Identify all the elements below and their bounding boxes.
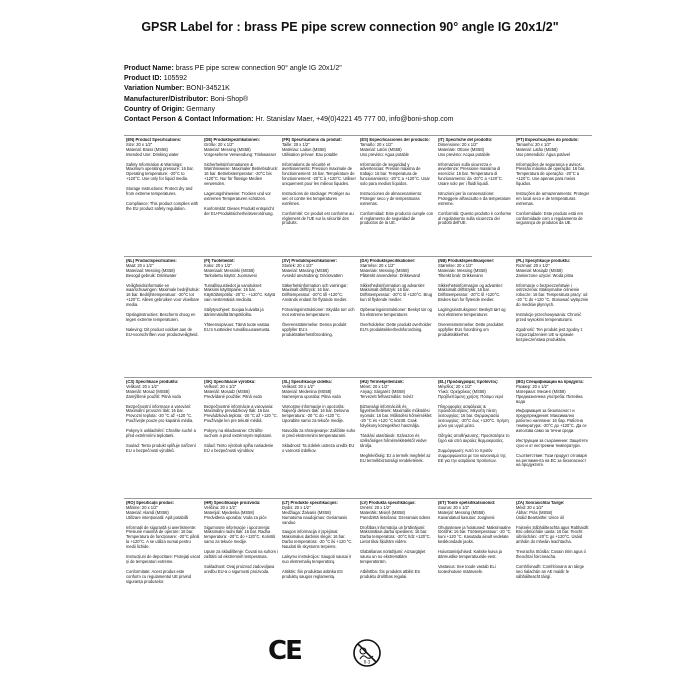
contact-row bbox=[124, 115, 453, 125]
spec-body: Størrelse: 20 x 1/2" Materiale: Messing (MS58) Påtænkt anvendelse: Drikkevand Sikkerhedsinformation og advarsler: Maksimalt driftstryk: 16 bar. Driftstemperatur: -20°C til +120°C. Brug kun til flydende medier. Opbevaringsinstruktioner: Beskyt tør og fra ekstreme temperaturer. Overholdelse: Dette produkt overholder EU's produktsikkerhedsforordning. bbox=[360, 262, 433, 332]
spec-heading: (LV) Produkta specifikācijas: bbox=[360, 501, 416, 505]
spec-heading: (LT) Produkto specifikacijos: bbox=[282, 501, 338, 505]
manufacturer-row bbox=[124, 95, 453, 105]
spec-band bbox=[124, 259, 592, 377]
spec-heading: (CS) Specifikace produktu: bbox=[126, 380, 179, 384]
contact-label: Contact Person & Contact Information: bbox=[124, 116, 254, 124]
product-id-row bbox=[124, 74, 453, 84]
manufacturer-value: Boni-Shop® bbox=[210, 95, 249, 103]
spec-column bbox=[436, 259, 514, 377]
product-name-value: brass PE pipe screw connection 90° angle IG 20x1/2" bbox=[175, 65, 342, 72]
spec-body: Suurus: 20 x 1/2" Materjal: Messing (MS58) Kavandatud kasutus: Joogivesi Ohutusteave ja hoiatused: Maksimaalne töörõhk: 16 bar. Töötemperatuur: -20 °C kuni +120 °C. Kasutada ainult vedelate keskkondade jaoks. Hoiustamisjuhised: Kaitske kuiva ja äärmuslike temperatuuride eest. Vastavus: See toode vastab ELi tooteohutuse määrusele. bbox=[438, 504, 511, 574]
spec-column bbox=[436, 380, 514, 498]
spec-body: Größe: 20 x 1/2" Material: Messing (MS58) Vorgesehene Verwendung: Trinkwasser Sicherheitsinformationen & Warnhinweise: Maximaler Betriebsdruck: 16 bar. Betriebstemperatur: -20°C bis +120°C. Nur für flüssige Medien verwenden. Lagerungshinweise: Trocken und vor extremen Temperaturen schützen. Konformität: Dieses Produkt entspricht der EU-Produktsicherheitsverordnung. bbox=[204, 141, 279, 216]
band-separator bbox=[124, 135, 592, 136]
label-title: GPSR Label for : brass PE pipe screw connection 90° angle IG 20x1/2" bbox=[141, 20, 559, 34]
spec-band bbox=[124, 380, 592, 498]
country-value: Germany bbox=[186, 105, 216, 113]
spec-heading: (SL) Specifikacije izdelka: bbox=[282, 380, 333, 384]
product-id-label: Product ID: bbox=[124, 75, 162, 83]
spec-body: Tamaño: 20 x 1/2" Material: Latón (MS58) Uso previsto: Agua potable Información de seguridad y advertencias: Presión máxima de trabajo: 16 bar. Temperatura de funcionamiento: -20°C a +120°C. Usar solo para medios líquidos. Instrucciones de almacenamiento: Proteger seco y de temperaturas extremas. Conformidad: Este producto cumple con el reglamento de seguridad de productos de la UE. bbox=[360, 141, 434, 226]
spec-body: Mărime: 20 x 1/2" Material: Alamă (MS58) Utilizare intenționată: Apă potabilă Informații de siguranță și avertismente: Presiune maximă de operare: 16 bar. Temperatura de funcționare: -20°C până la +120°C. A se utiliza numai pentru medii lichide. Instrucțiuni de depozitare: Protejați uscat și de temperaturi extreme. Conformitate: Acest produs este conform cu regulamentul UE privind siguranța produselor. bbox=[126, 504, 200, 584]
spec-column bbox=[124, 501, 202, 619]
spec-column bbox=[202, 380, 280, 498]
spec-heading: (EN) Product Specifications: bbox=[126, 138, 182, 142]
spec-column bbox=[280, 138, 358, 256]
spec-heading: (IT) Specifiche del prodotto: bbox=[438, 138, 493, 142]
spec-column bbox=[514, 380, 592, 498]
spec-heading: (HU) Termékjellemzők: bbox=[360, 380, 404, 384]
contact-value: Hr. Stanislav Maer, +49(0)4221 45 777 00, info@boni-shop.com bbox=[255, 116, 454, 124]
spec-body: Μέγεθος: 20 x 1/2" Υλικό: Ορείχαλκος (MS58) Προβλεπόμενη χρήση: Πόσιμο νερό Πληροφορίες ασφάλειας & προειδοποιήσεις: Μέγιστη πίεση λειτουργίας: 16 bar. Θερμοκρασία λειτουργίας: -20°C έως +120°C. Χρήση μόνο για υγρά μέσα. Οδηγίες αποθήκευσης: Προστατέψτε το ξηρό και από ακραίες θερμοκρασίες. Συμμόρφωση: Αυτό το προϊόν συμμορφώνεται με τον κανονισμό της ΕΕ για την ασφάλεια προϊόντων. bbox=[438, 383, 510, 463]
spec-column bbox=[514, 501, 592, 619]
product-name-row bbox=[124, 64, 453, 74]
spec-body: Dydis: 20 x 1/2" Medžiaga: Žalvaris (MS58) Numatoma naudojimas: Geriamasis vanduo Saugos informacija ir įspėjimai: Maksimalus darbinis slėgis: 16 bar. Darbo temperatūra: -20 °C iki +120 °C. Naudoti tik skystoms terpėms. Laikymo instrukcijos: Saugoti sausai ir nuo ekstremalių temperatūrų. Atitiktis: Šis produktas atitinka ES produktų saugos reglamentą. bbox=[282, 504, 353, 579]
spec-body: Velikost: 20 x 1/2" Materiál: Mosaz (MS58) Zamýšlené použití: Pitná voda Bezpečnostní informace a varování: Maximální provozní tlak: 16 bar. Provozní teplota: -20 °C až +120 °C. Používejte pouze pro kapalná média. Pokyny k uskladnění: Chraňte suché a před extrémními teplotami. Soulad: Tento produkt splňuje nařízení EU o bezpečnosti výrobků. bbox=[126, 383, 196, 453]
band-separator bbox=[124, 498, 592, 499]
spec-column bbox=[202, 259, 280, 377]
spec-heading: (BG) Спецификации на продукта: bbox=[516, 380, 584, 384]
spec-column bbox=[436, 501, 514, 619]
spec-heading: (DE) Produktspezifikationen: bbox=[204, 138, 260, 142]
spec-body: Veličina: 20 x 1/2" Materijal: Mjedenka (MS58) Predviđena uporaba: Voda za piće Sigurnosne informacije i upozorenja: Maksimalni radni tlak: 16 bar. Radna temperatura: -20°C do +120°C. Koristiti samo za tekuće medije. Upute za skladištenje: Čuvati na suhom i zaštititi od ekstremnih temperatura. Sukladnost: Ovaj proizvod zadovoljava uredbu EU-a o sigurnosti proizvoda. bbox=[204, 504, 278, 574]
spec-column bbox=[280, 380, 358, 498]
spec-heading: (SV) Produktspecifikationer: bbox=[282, 259, 338, 263]
band-separator bbox=[124, 256, 592, 257]
spec-heading: (ES) Especificaciones del producto: bbox=[360, 138, 430, 142]
spec-band bbox=[124, 138, 592, 256]
product-id-value: 105592 bbox=[163, 75, 188, 83]
spec-body: Dimensione: 20 x 1/2" Materiale: Ottone (MS58) Uso previsto: Acqua potabile Informazioni sulla sicurezza e avvertenze: Pressione massima di esercizio: 16 bar. Temperatura di funzionamento: da -20°C a +120°C. Usare solo per i fluidi liquidi. Istruzioni per la conservazione: Proteggere all'asciutto e da temperature estreme. Conformità: Questo prodotto è conforme al regolamento sulla sicurezza dei prodotti dell'UE. bbox=[438, 141, 512, 226]
spec-column bbox=[202, 138, 280, 256]
spec-heading: (DA) Produktspecifikationer: bbox=[360, 259, 416, 263]
spec-column bbox=[124, 259, 202, 377]
spec-column bbox=[358, 380, 436, 498]
ce-mark-icon: CE bbox=[268, 636, 301, 666]
spec-column bbox=[436, 138, 514, 256]
spec-heading: (FI) Tuotetiedot: bbox=[204, 259, 235, 263]
spec-body: Méret: 20 x 1/2" Anyag: Sárgaréz (MS58) Tervezett felhasználás: Ivóvíz Biztonsági információk és figyelmeztetések: Maximális működési nyomás: 16 bar. Működési hőmérséklet: -20 °C és +120 °C között. Csak folyékony közegekhez használja. Tárolási utasítások: Szárazon és szélsőséges hőmérsékletektől védve tárolja. Megfelelőség: Ez a termék megfelel az EU termékbiztonsági rendeletének. bbox=[360, 383, 433, 463]
spec-band bbox=[124, 501, 592, 619]
spec-heading: (HR) Specifikacije proizvoda: bbox=[204, 501, 261, 505]
spec-heading: (FR) Spécifications du produit: bbox=[282, 138, 342, 142]
spec-column bbox=[124, 380, 202, 498]
svg-text:0-3: 0-3 bbox=[363, 659, 371, 665]
not-for-children-icon bbox=[352, 638, 382, 668]
spec-column bbox=[514, 138, 592, 256]
spec-heading: (ZA) Sonrasichtai Tairge: bbox=[516, 501, 565, 505]
spec-heading: (NB) Produktspesifikasjoner: bbox=[438, 259, 495, 263]
spec-body: Størrelse: 20 x 1/2" Materiale: Messing (MS58) Tiltenkt bruk: Drikkevann Sikkerhetsinformasjon og advarsler: Maksimalt driftstrykk: 16 bar. Driftstemperatur: -20°C til +120°C. Brukes kun for flytende medier. Lagringsinstruksjoner: Beskytt tørt og mot ekstreme temperaturer. Overensstemmelse: Dette produktet oppfyller EUs forordning om produktsikkerhet. bbox=[438, 262, 506, 337]
spec-heading: (SK) Špecifikácie výrobku: bbox=[204, 380, 256, 384]
variation-value: BONI-34521K bbox=[186, 85, 230, 93]
spec-column bbox=[202, 501, 280, 619]
spec-body: Storlek: 20 x 1/2" Material: Mässing (MS58) Avsedd användning: Dricksvatten Säkerhetsinformation och varningar: Maximalt drifttryck: 16 bar. Drifttemperatur: -20°C till +120°C. Används endast för flytande medier. Förvaringsinstruktioner: Skydda torr och mot extrema temperaturer. Överensstämmelse: Denna produkt uppfyller EU:s produktsäkerhetsförordning. bbox=[282, 262, 355, 337]
spec-grid bbox=[124, 135, 592, 619]
spec-body: Size: 20 x 1/2" Material: Brass (MS58) Intended Use: Drinking water Safety Information & Warnings: Maximum operating pressure: 16 bar. Operating temperature: -20°C to +120°C. Use only for liquid media. Storage Instructions: Protect dry and from extreme temperatures. Compliance: This product complies with the EU product safety regulation. bbox=[126, 141, 199, 211]
spec-body: Taille: 20 x 1/2" Matériau: Laiton (MS58) Utilisation prévue: Eau potable Informations de sécurité et avertissements: Pression maximale de fonctionnement: 16 bar. Température de fonctionnement: -20°C à +120°C. Utiliser uniquement pour les milieux liquides. Instructions de stockage: Protéger au sec et contre les températures extrêmes. Conformité: Ce produit est conforme au règlement de l'UE sur la sécurité des produits. bbox=[282, 141, 356, 226]
manufacturer-label: Manufacturer/Distributor: bbox=[124, 95, 209, 103]
variation-label: Variation Number: bbox=[124, 85, 185, 93]
band-separator bbox=[124, 377, 592, 378]
spec-body: Maat: 20 x 1/2" Materiaal: Messing (MS58) Beoogd gebruik: Drinkwater Veiligheidsinformatie en waarschuwingen: Maximale bedrijfsdruk: 16 bar. Bedrijfstemperatuur: -20°C tot +120°C. Alleen gebruiken voor vloeibare media. Opslaginstructies: Bescherm droog en tegen extreme temperaturen. Naleving: Dit product voldoet aan de EU-voorschriften voor productveiligheid. bbox=[126, 262, 200, 337]
spec-heading: (PT) Especificações do produto: bbox=[516, 138, 579, 142]
spec-body: Méid: 20 x 1/2" Ábhar: Prás (MS58) Úsáid Beartaithe: Uisce óil Faisnéis Sábháilteachta agus Rabhaidh: Brú oibriúcháin uasta: 16 bar. Teocht oibriúcháin: -20°C go +120°C. Úsáid amháin do mheáin leachtacha. Treoracha Stórála: Cosain tirim agus ó theochtaí foircneacha. Comhlíonadh: Comhlíonann an táirge seo rialachán an AE maidir le sábháilteacht táirgí. bbox=[516, 504, 590, 579]
spec-body: Koko: 20 x 1/2" Materiaali: Messinki (MS58) Tarkoitettu käyttö: Juomavesi Turvallisuustiedot ja varoitukset: Maksimi käyttöpaine: 16 bar. Käyttölämpötila: -20°C - +120°C. Käytä vain nestemäisiä medioita. Säilytysohjeet: Suojaa kuivalta ja äärimmäisiltä lämpötiloilta. Yhteensopivuus: Tämä tuote vastaa EU:n tuotteiden turvallisuusasetusta. bbox=[204, 262, 275, 332]
spec-column bbox=[124, 138, 202, 256]
spec-body: Rozmiar: 20 x 1/2" Materiał: Mosiądz (MS58) Zamierzone użycie: Woda pitna Informacje o bezpieczeństwie i ostrzeżenia: Maksymalne ciśnienie robocze: 16 bar. Temperatura pracy: od -20 °C do +120 °C. Stosować wyłącznie do mediów płynnych. Instrukcje przechowywania: Chronić przed wysokimi temperaturami. Zgodność: Ten produkt jest zgodny z rozporządzeniem UE w sprawie bezpieczeństwa produktów. bbox=[516, 262, 589, 342]
spec-body: Velikost: 20 x 1/2" Material: Medenina (MS58) Namenjena uporaba: Pitna voda Varnostne informacije in opozorila: Največji delovni tlak: 16 bar. Delovna temperatura: -20 °C do +120 °C. Uporabite samo za tekoče medije. Navodila za shranjevanje: Zaščitite suho in pred ekstremnimi temperaturami. Skladnost: Ta izdelek ustreza uredbi EU o varnosti izdelkov. bbox=[282, 383, 356, 453]
spec-heading: (PL) Specyfikacje produktu: bbox=[516, 259, 571, 263]
spec-column bbox=[358, 501, 436, 619]
spec-body: Veľkosť: 20 x 1/2" Materiál: Mosadz (MS58) Predvídané použitie: Pitná voda Bezpečnostné informácie a varovania: Maximálny prevádzkový tlak: 16 bar. Prevádzková teplota: -20 °C až +120 °C. Používajte len pre tekuté médiá. Pokyny na skladovanie: Chráňte suchom a pred extrémnymi teplotami. Súlad: Tento výrobok spĺňa nariadenie EÚ o bezpečnosti výrobkov. bbox=[204, 383, 278, 453]
spec-column bbox=[358, 259, 436, 377]
spec-column bbox=[514, 259, 592, 377]
spec-column bbox=[280, 259, 358, 377]
spec-heading: (ET) Toote spetsifikatsioonid: bbox=[438, 501, 496, 505]
spec-heading: (RO) Specificații produs: bbox=[126, 501, 174, 505]
country-label: Country of Origin: bbox=[124, 105, 185, 113]
spec-body: Tamanho: 20 x 1/2" Material: Latão (MS58) Uso pretendido: Água potável Informações de segurança e avisos: Pressão máxima de operação: 16 bar. Temperatura de operação: -20°C a +120°C. Use apenas para meios líquidos. Instruções de armazenamento: Proteger em local seco e de temperaturas extremas. Conformidade: Este produto está em conformidade com o regulamento de segurança de produtos da UE. bbox=[516, 141, 590, 226]
spec-heading: (EL) Προδιαγραφές προϊόντος: bbox=[438, 380, 499, 384]
country-row bbox=[124, 105, 453, 115]
spec-body: Izmērs: 20 x 1/2" Materiāls: Misiņš (MS58) Paredzētā lietošana: Dzeramais ūdens Drošības informācija un brīdinājumi: Maksimālais darba spiediens: 16 bar. Darba temperatūra: -20°C līdz +120°C. Lietot tikai šķidrām vidēm. Glabāšanas norādījumi: Aizsargājiet sausu un no ekstremālām temperatūrām. Atbilstība: Šis produkts atbilst ES produktu drošības regulai. bbox=[360, 504, 431, 579]
logo-row bbox=[0, 636, 700, 676]
spec-heading: (NL) Productspecificaties: bbox=[126, 259, 177, 263]
variation-row bbox=[124, 84, 453, 94]
spec-body: Размер: 20 x 1/2" Материал: Месинг (MS58) Предназначена употреба: Питейна вода Информация за безопасност и предупреждения: Максимално работно налягане: 16 бар. Работна температура: -20°C до +120°C. Да се използва само за течни среди. Инструкции за съхранение: Защитете сухо и от екстремни температури. Съответствие: Този продукт отговаря на регламента на ЕС за безопасност на продуктите. bbox=[516, 383, 588, 468]
product-info bbox=[124, 64, 453, 125]
spec-column bbox=[358, 138, 436, 256]
product-name-label: Product Name: bbox=[124, 65, 174, 72]
spec-column bbox=[280, 501, 358, 619]
